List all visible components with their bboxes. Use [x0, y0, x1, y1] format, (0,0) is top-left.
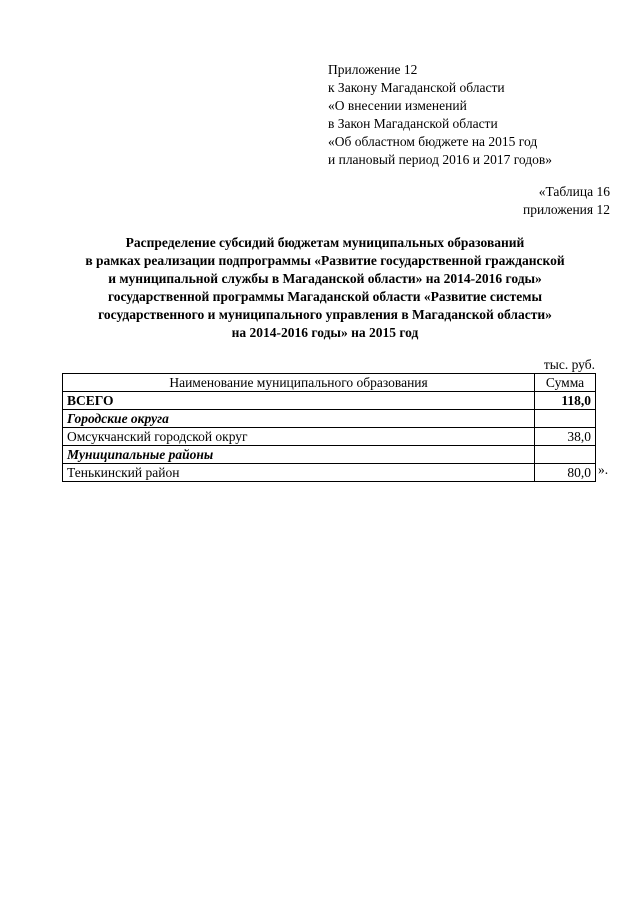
header-sum: Сумма: [535, 374, 596, 392]
title-line: и муниципальной службы в Магаданской области» на 2014-2016 годы»: [108, 271, 542, 286]
row-name: Тенькинский район: [63, 464, 535, 482]
appendix-line: «О внесении изменений: [328, 98, 467, 113]
appendix-line: и плановый период 2016 и 2017 годов»: [328, 152, 553, 167]
row-name: Городские округа: [63, 410, 535, 428]
appendix-line: к Закону Магаданской области: [328, 80, 505, 95]
table-reference: [523, 183, 610, 219]
row-sum: 118,0: [535, 392, 596, 410]
document-title: [40, 234, 610, 342]
table-header-row: [63, 374, 596, 392]
header-name: Наименование муниципального образования: [63, 374, 535, 392]
closing-quote: ».: [598, 462, 609, 477]
subsidy-table: [62, 373, 596, 482]
row-sum: [535, 446, 596, 464]
table-ref-line: «Таблица 16: [538, 184, 610, 199]
appendix-header: [328, 61, 552, 169]
row-name: ВСЕГО: [63, 392, 535, 410]
appendix-line: в Закон Магаданской области: [328, 116, 498, 131]
table-row-total: [63, 392, 596, 410]
row-name: Омсукчанский городской округ: [63, 428, 535, 446]
table-row-group: [63, 410, 596, 428]
table-row: [63, 428, 596, 446]
title-line: государственной программы Магаданской области «Развитие системы: [107, 289, 543, 304]
appendix-line: «Об областном бюджете на 2015 год: [328, 134, 538, 149]
table-row: [63, 464, 596, 482]
title-line: государственного и муниципального управления в Магаданской области»: [98, 307, 552, 322]
row-sum: 80,0: [535, 464, 596, 482]
title-line: в рамках реализации подпрограммы «Развитие государственной гражданской: [85, 253, 565, 268]
row-sum: 38,0: [535, 428, 596, 446]
row-name: Муниципальные районы: [63, 446, 535, 464]
title-line: Распределение субсидий бюджетам муниципальных образований: [125, 235, 525, 250]
appendix-line: Приложение 12: [328, 62, 418, 77]
title-line: на 2014-2016 годы» на 2015 год: [231, 325, 419, 340]
unit-label: тыс. руб.: [543, 357, 595, 372]
table-ref-line: приложения 12: [522, 202, 610, 217]
table-row-group: [63, 446, 596, 464]
row-sum: [535, 410, 596, 428]
